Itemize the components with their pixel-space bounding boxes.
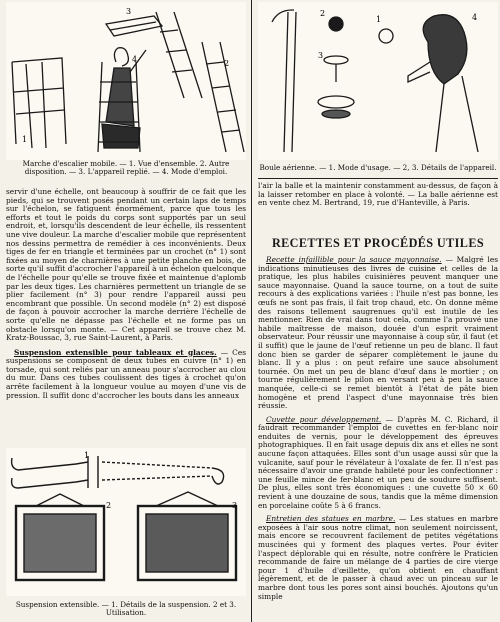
ladder-paragraph: servir d'une échelle, ont beaucoup à souffrir de ce fait que les pieds, qui se trouvent posés pendant un certain laps de temps sur l'échelon, se fatiguent énormément, parce que tous les efforts et tout le poids du corps sont supportés par un seul endroit, et, lorsqu'ils descendent de leur échelle, ils ressentent une vive douleur. La marche d'escalier mobile que représentent nos dessins permettra de remédier à ces inconvénients. Deux tiges de fer en triangle et terminées par un crochet (n° 1) sont fixées au moyen de charnières à une petite planche en bois, de sorte qu'il suffit d'accrocher l'appareil à un échelon quelconque de l'échelle pour qu'elle se trouve fixée et maintenue d'aplomb par les deux tiges. Les charnières permettent un triangle de se plier facilement (n° 3) pour rendre l'appareil aussi peu encombrant que possible. Un second modèle (n° 2) est disposé de façon à pouvoir accrocher la marche derrière l'échelle de sorte qu'elle ne dépasse pas l'échelle et ne forme pas un obstacle lorsqu'on monte. — Cet appareil se trouve chez M. Kratz-Boussac, 3, rue Saint-Laurent, à Paris.	[6, 187, 246, 343]
ball-label-1: 1	[376, 15, 382, 24]
recipe-marble-text: — Les statues en marbre exposées à l'air sous notre climat, non seulement noircissent, mais encore se recouvrent facilement de petites végétations muscinées qui y forment des plaques vertes. Pour éviter l'aspect déplorable qui en résulte, notre confrère le Praticien recommande de faire un mélange de 4 parties de cire vierge pour 1 d'huile d'œillette, qu'on obtient en chauffant légèrement, et de le passer à chaud avec un pinceau sur le marbre dont tous les pores sont ainsi bouchés. Ajoutons qu'un simple	[258, 514, 498, 601]
suspension-engraving	[6, 448, 246, 596]
left-column-text	[6, 188, 246, 400]
susp-label-3: 3	[232, 501, 238, 510]
ball-label-3: 3	[318, 51, 324, 60]
label-4: 4	[132, 55, 138, 64]
label-1: 1	[22, 135, 28, 144]
figure-ladder-step	[6, 2, 246, 160]
right-column-recipes	[258, 256, 498, 601]
label-2: 2	[224, 59, 230, 68]
right-column-intro: l'air la balle et la maintenir constamment au-dessus, de façon à la laisser retomber en place à volonté. — La balle aérienne est en vente chez M. Bertrand, 19, rue d'Hanteville, à Paris.	[258, 181, 498, 208]
susp-label-2: 2	[106, 501, 112, 510]
ball-label-2: 2	[320, 9, 326, 18]
label-3: 3	[126, 7, 132, 16]
caption-suspension: Suspension extensible. — 1. Détails de la suspension. 2 et 3. Utilisation.	[15, 600, 237, 617]
susp-label-1: 1	[84, 451, 90, 460]
ball-label-4: 4	[472, 13, 478, 22]
recipe-cuvette-text: — D'après M. C. Richard, il faudrait recommander l'emploi de cuvettes en fer-blanc noir enduites de vernis, pour le développement des épreuves photographiques. Il en fait usage depuis dix ans et elles ne sont aucune façon attaquées. Elles sont d'un usage aussi sûr que la vulcanite, sauf pour le révélateur à l'oxalate de fer. Il n'est pas nécessaire d'avoir une grande habileté pour les confectionner : une feuille mince de fer-blanc et un peu de soudure suffisent. De plus, elles sont très économiques : une cuvette 50 × 60 revient à une douzaine de sous, tandis que la même dimension en porcelaine coûte 5 à 6 francs.	[258, 414, 498, 510]
figure-suspension	[6, 448, 246, 596]
right-top-rule	[258, 178, 498, 179]
recipe-cuvette-title: Cuvette pour développement.	[266, 414, 382, 424]
ladder-engraving	[6, 2, 246, 160]
recipe-mayonnaise-title: Recette infaillible pour la sauce mayonnaise.	[266, 255, 442, 264]
figure-aerial-ball	[258, 2, 498, 160]
column-divider	[251, 0, 252, 622]
recipe-mayonnaise-text: — Malgré les indications minutieuses des livres de cuisine et celles de la pratique, les plus habiles cuisinières peuvent manquer une sauce mayonnaise. Quand la sauce tourne, on a tout de suite recours à des explications variées : l'huile n'est pas bonne, les œufs ne sont pas frais, il fait trop chaud, etc. On donne même des raisons tellement saugrenues qu'il est inutile de les mentionner. Rien de vrai dans tout cela, comme l'a prouvé une habile maîtresse de maison, douée d'un esprit vraiment observateur. Pour réussir une mayonnaise à coup sûr, il faut (et il suffit) que le jaune de l'œuf retienne un peu de blanc. Il faut donc bien se garder de séparer complètement le jaune du blanc. Il y a plus : on peut refaire une sauce absolument tournée. On met un peu de blanc d'œuf dans le mortier ; on tourne régulièrement le pilon en versant peu à peu la sauce manquée, celle-ci se remet bientôt à l'état de pâte bien homogène et prend l'aspect d'une mayonnaise très bien réussie.	[258, 255, 498, 411]
suspension-title: Suspension extensible pour tableaux et glaces.	[14, 347, 217, 357]
caption-ladder: Marche d'escalier mobile. — 1. Vue d'ensemble. 2. Autre disposition. — 3. L'appareil replié. — 4. Mode d'emploi.	[22, 159, 230, 176]
suspension-paragraph: — Ces suspensions se composent de deux tubes en cuivre (n° 1) en torsade, qui sont reliés par un anneau pour s'accrocher au clou du mur. Dans ces tubes coulissent des tiges à crochet qu'on arrête facilement à la longueur voulue au moyen d'une vis de pression. Il suffit donc d'accrocher les bouts dans les anneaux	[6, 347, 246, 400]
recipe-marble-title: Entretien des statues en marbre.	[266, 514, 396, 524]
section-heading: RECETTES ET PROCÉDÉS UTILES	[271, 236, 485, 250]
caption-ball: Boule aérienne. — 1. Mode d'usage. — 2, 3. Détails de l'appareil.	[259, 163, 497, 172]
ball-engraving	[258, 2, 498, 160]
